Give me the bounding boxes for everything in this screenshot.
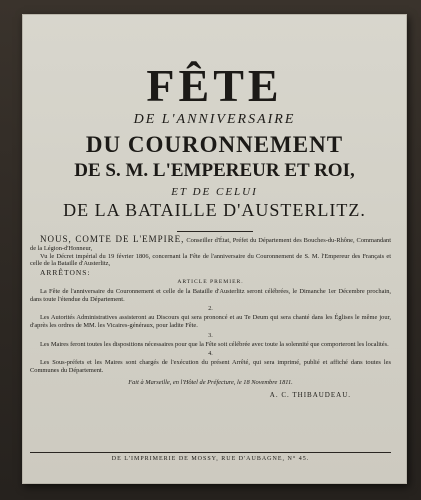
- article-2-text: Les Autorités Administratives assisteront au Discours qui sera prononcé et au Te Deum qui sera chanté dans les Églises le même jour, d'après les ordres de MM. les Vicaires-généraux, pour ladite Fête.: [30, 314, 391, 329]
- intro-text: Conseiller d'État, Préfet du Département des Bouches-du-Rhône, Commandant de la Légion-d'Honneur,: [30, 237, 391, 252]
- article-4-text: Les Sous-préfets et les Maires sont chargés de l'exécution du présent Arrêté, qui sera imprimé, publié et affiché dans toutes les Communes du Département.: [30, 359, 391, 374]
- place-and-date: Fait à Marseille, en l'Hôtel de Préfecture, le 18 Novembre 1811.: [128, 378, 293, 386]
- nous-heading: NOUS, COMTE DE L'EMPIRE,: [40, 234, 185, 244]
- title-line-couronnement: DU COURONNEMENT: [85, 132, 344, 157]
- article-premier-heading: ARTICLE PREMIER.: [177, 278, 244, 285]
- signature: A. C. THIBAUDEAU.: [269, 390, 351, 399]
- printer-imprint: DE L'IMPRIMERIE DE MOSSY, RUE D'AUBAGNE, N° 45.: [111, 456, 310, 462]
- vu-paragraph: Vu le Décret impérial du 19 février 1806, concernant la Fête de l'anniversaire du Couronnement de S. M. l'Empereur des Français et celle de la Bataille d'Austerlitz,: [30, 252, 391, 268]
- article-1-text: La Fête de l'anniversaire du Couronnement et celle de la Bataille d'Austerlitz seront célébrées, le Dimanche 1er Décembre prochain, dans toute l'étendue du Département.: [30, 287, 391, 303]
- imprint-divider: [30, 452, 391, 453]
- title-line-bataille: DE LA BATAILLE D'AUSTERLITZ.: [63, 200, 366, 220]
- title-line-celui: ET DE CELUI: [171, 186, 258, 198]
- poster-title: FÊTE: [146, 60, 283, 111]
- title-divider: [177, 231, 253, 232]
- decree-intro-paragraph: [30, 236, 391, 253]
- title-line-anniversaire: DE L'ANNIVERSAIRE: [133, 112, 296, 127]
- article-3-text: Les Maires feront toutes les dispositions nécessaires pour que la Fête soit célébrée avec toute la solennité que comporteront les localités.: [40, 340, 389, 348]
- article-2-number: 2.: [208, 306, 213, 313]
- arretons-heading: ARRÊTONS:: [40, 268, 91, 278]
- title-line-empereur: DE S. M. L'EMPEREUR ET ROI,: [74, 160, 355, 181]
- article-4-number: 4.: [208, 351, 213, 358]
- decree-body: [30, 236, 391, 399]
- article-3-number: 3.: [208, 332, 213, 339]
